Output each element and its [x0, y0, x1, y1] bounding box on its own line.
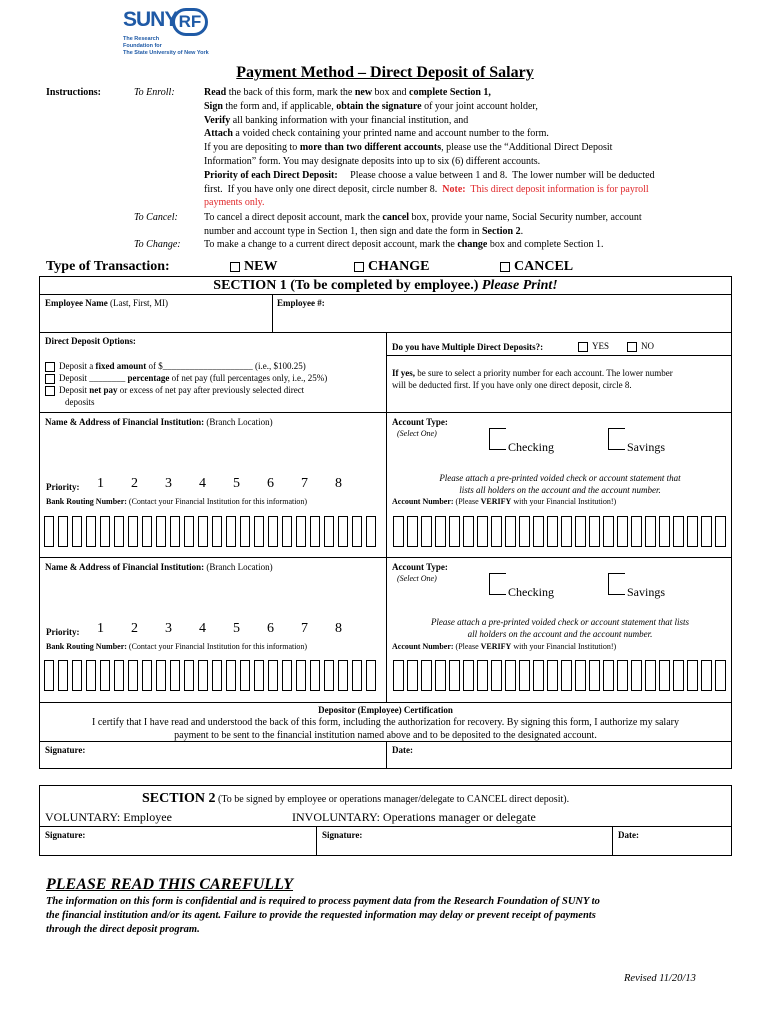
section2-heading	[142, 789, 569, 807]
divider	[386, 332, 387, 412]
instructions-label: Instructions:	[46, 87, 102, 98]
t: all banking information with your financial institution, and	[230, 114, 469, 126]
yes-checkbox[interactable]	[578, 342, 588, 352]
divider	[386, 412, 387, 557]
checking-label: Checking	[508, 440, 554, 454]
t: net pay	[89, 385, 118, 395]
t: (To be signed by employee or operations manager/delegate to CANCEL direct deposit).	[215, 794, 570, 805]
form-title: Payment Method – Direct Deposit of Salary	[236, 64, 534, 81]
enroll-label: To Enroll:	[134, 87, 175, 98]
t: the back of this form, mark the	[226, 87, 355, 98]
t: will be deducted first. If you have only one direct deposit, circle 8.	[392, 380, 632, 390]
involuntary-label: INVOLUNTARY: Operations manager or delegate	[292, 810, 536, 824]
account-number-input[interactable]	[393, 660, 729, 691]
t: Name & Address of Financial Institution:	[45, 562, 205, 572]
t: Verify	[204, 114, 231, 126]
priority-5[interactable]: 5	[233, 476, 240, 491]
t: Section 2	[481, 225, 521, 237]
fin-institution-input[interactable]	[41, 430, 384, 475]
t: Name & Address of Financial Institution:	[45, 417, 205, 427]
select-one-label: (Select One)	[397, 429, 437, 438]
routing-number-input[interactable]	[44, 660, 380, 691]
select-one-label: (Select One)	[397, 574, 437, 583]
t: box and complete Section 1.	[487, 239, 604, 250]
priority-7[interactable]: 7	[301, 621, 308, 636]
t: This direct deposit information is for payroll	[465, 183, 649, 195]
t: If yes,	[392, 368, 415, 378]
priority-6[interactable]: 6	[267, 621, 274, 636]
t: Bank Routing Number:	[46, 642, 127, 651]
section2-date-label: Date:	[618, 830, 639, 840]
t: number and account type in Section 1, then sign and date the form in	[204, 225, 482, 237]
if-yes-note	[392, 367, 727, 391]
voluntary-label: VOLUNTARY: Employee	[45, 810, 172, 824]
manager-signature-label: Signature:	[322, 830, 363, 840]
priority-6[interactable]: 6	[267, 476, 274, 491]
routing-label	[46, 497, 307, 508]
account-number-label	[392, 642, 616, 653]
attach-note	[388, 472, 732, 496]
t: Priority of each Direct Deposit:	[204, 169, 338, 181]
no-checkbox[interactable]	[627, 342, 637, 352]
t: Information” form. You may designate deposits into up to six (6) different accounts.	[204, 155, 541, 167]
priority-2[interactable]: 2	[131, 621, 138, 636]
t: SECTION 2	[142, 791, 216, 806]
t: Account Number:	[392, 642, 454, 651]
notice-heading: PLEASE READ THIS CAREFULLY	[46, 876, 294, 893]
savings-label: Savings	[627, 440, 666, 454]
date-field[interactable]	[420, 743, 730, 767]
date-label: Date:	[392, 745, 413, 755]
t: SECTION 1 (To be completed by employee.)	[213, 278, 482, 293]
t: first. If you have only one direct deposit, circle number 8.	[204, 183, 443, 195]
enroll-instructions	[204, 86, 724, 210]
certification-title: Depositor (Employee) Certification	[318, 705, 453, 715]
logo-sub-line: The State University of New York	[123, 50, 209, 56]
t: If you are depositing to	[204, 142, 300, 154]
t: payments only.	[204, 197, 265, 209]
t: box and	[372, 87, 409, 98]
t: To cancel a direct deposit account, mark the	[204, 212, 383, 223]
t: (Please	[453, 642, 481, 651]
t: payment to be sent to the financial institution named above and to be deposited to the designated account.	[174, 730, 597, 741]
no-option[interactable]	[627, 340, 654, 352]
priority-8[interactable]: 8	[335, 621, 342, 636]
account-number-label	[392, 497, 616, 508]
t: complete Section 1,	[409, 87, 491, 98]
t: of net pay (full percentages only, i.e., 25%)	[169, 373, 328, 383]
account-number-input[interactable]	[393, 516, 729, 547]
priority-1[interactable]: 1	[97, 476, 104, 491]
net-pay-checkbox[interactable]	[45, 386, 55, 396]
section2-date-field[interactable]	[645, 828, 730, 854]
fin-institution-input[interactable]	[41, 575, 384, 620]
checking-label: Checking	[508, 585, 554, 599]
savings-checkbox[interactable]	[608, 428, 625, 450]
change-label: To Change:	[134, 239, 181, 250]
divider	[39, 702, 732, 703]
employee-signature-label: Signature:	[45, 830, 86, 840]
divider	[386, 355, 732, 356]
t: .	[520, 225, 524, 237]
t: obtain the signature	[336, 100, 422, 112]
employee-number-label: Employee #:	[277, 298, 325, 308]
t: with your Financial Institution!)	[511, 497, 617, 506]
divider	[612, 826, 613, 856]
percentage-option[interactable]	[45, 372, 385, 384]
t: the form and, if applicable,	[222, 100, 337, 112]
t: VERIFY	[480, 642, 512, 651]
certification-text	[39, 716, 732, 742]
fin-institution-label	[45, 416, 273, 428]
percentage-checkbox[interactable]	[45, 374, 55, 384]
t: box, provide your name, Social Security number, account	[409, 212, 642, 223]
cancel-checkbox[interactable]	[500, 262, 510, 272]
fixed-amount-checkbox[interactable]	[45, 362, 55, 372]
logo-text: SUNY	[123, 8, 178, 31]
fixed-amount-option[interactable]	[45, 360, 385, 372]
logo-rf-mark: RF	[172, 8, 208, 36]
new-checkbox[interactable]	[230, 262, 240, 272]
t: of $____________________ (i.e., $100.25)	[146, 361, 306, 371]
divider	[386, 741, 387, 769]
t: (Last, First, MI)	[107, 298, 168, 308]
t: change	[457, 239, 488, 250]
notice-text	[46, 895, 736, 937]
t: (Contact your Financial Institution for this information)	[126, 497, 308, 506]
priority-1[interactable]: 1	[97, 621, 104, 636]
manager-signature-field[interactable]	[370, 828, 610, 854]
change-option-label: CHANGE	[368, 259, 430, 274]
t: be sure to select a priority number for each account. The lower number	[415, 368, 673, 378]
divider	[316, 826, 317, 856]
change-checkbox[interactable]	[354, 262, 364, 272]
net-pay-option[interactable]	[45, 384, 385, 396]
t: Please attach a pre-printed voided check or account statement that	[439, 473, 681, 483]
change-instructions	[204, 238, 603, 252]
dd-options-label: Direct Deposit Options:	[45, 336, 136, 346]
t: To make a change to a current direct deposit account, mark the	[204, 239, 458, 250]
divider	[39, 294, 732, 295]
logo-subtitle	[123, 36, 209, 57]
t: Bank Routing Number:	[46, 497, 127, 506]
new-option[interactable]	[230, 259, 277, 275]
signature-label: Signature:	[45, 745, 86, 755]
t: all holders on the account and the account number.	[467, 629, 653, 639]
t: Attach	[204, 128, 233, 140]
priority-label: Priority:	[46, 482, 80, 492]
cancel-label: To Cancel:	[134, 212, 178, 223]
t: cancel	[382, 212, 410, 223]
t: (Contact your Financial Institution for this information)	[126, 642, 308, 651]
t: of your joint account holder,	[421, 100, 538, 112]
signature-field[interactable]	[90, 743, 384, 767]
t: with your Financial Institution!)	[511, 642, 617, 651]
t: , please use the “Additional Direct Deposit	[441, 142, 613, 154]
t: or excess of net pay after previously selected direct	[117, 385, 305, 395]
t: more than two different accounts	[299, 142, 442, 154]
fin-institution-label	[45, 561, 273, 573]
t: a voided check containing your printed name and account number to the form.	[232, 128, 549, 140]
no-label: NO	[641, 341, 654, 351]
employee-name-input[interactable]	[40, 308, 271, 331]
routing-label	[46, 642, 307, 653]
t: VERIFY	[480, 497, 512, 506]
transaction-label: Type of Transaction:	[46, 259, 170, 274]
divider	[386, 557, 387, 702]
divider	[39, 826, 732, 827]
priority-3[interactable]: 3	[165, 476, 172, 491]
priority-8[interactable]: 8	[335, 476, 342, 491]
priority-7[interactable]: 7	[301, 476, 308, 491]
t: Deposit ________	[59, 373, 128, 383]
t: Please attach a pre-printed voided check or account statement that lists	[430, 617, 690, 627]
t: The information on this form is confidential and is required to process payment data from the Research Foundation of SUNY to	[46, 896, 600, 907]
new-label: NEW	[244, 259, 278, 274]
priority-3[interactable]: 3	[165, 621, 172, 636]
employee-signature-field[interactable]	[90, 828, 314, 854]
savings-label: Savings	[627, 585, 666, 599]
yes-option[interactable]	[578, 340, 609, 352]
yes-label: YES	[592, 341, 610, 351]
t: (Branch Location)	[204, 562, 273, 572]
cancel-instructions	[204, 211, 724, 239]
revised-date: Revised 11/20/13	[624, 973, 696, 984]
employee-number-input[interactable]	[273, 308, 731, 331]
t: Employee Name	[45, 298, 108, 308]
savings-checkbox[interactable]	[608, 573, 625, 595]
t: Please choose a value between 1 and 8. The lower number will be deducted	[337, 169, 655, 181]
t: Note:	[442, 183, 466, 195]
t: Please Print!	[481, 278, 558, 293]
checking-checkbox[interactable]	[489, 573, 506, 595]
t: fixed amount	[95, 361, 147, 371]
priority-5[interactable]: 5	[233, 621, 240, 636]
t: Deposit	[59, 385, 90, 395]
deposit-options-list	[45, 360, 385, 408]
t: Account Number:	[392, 497, 454, 506]
priority-numbers[interactable]	[97, 476, 369, 492]
t: the financial institution and/or its agent. Failure to provide the requested information may delay or prevent receipt of payments	[46, 910, 596, 921]
t: (Please	[453, 497, 481, 506]
priority-numbers[interactable]	[97, 621, 369, 637]
t: lists all holders on the account and the account number.	[459, 485, 661, 495]
t: percentage	[127, 373, 170, 383]
attach-note	[388, 616, 732, 640]
t: deposits	[65, 397, 95, 407]
priority-4[interactable]: 4	[199, 621, 206, 636]
priority-4[interactable]: 4	[199, 476, 206, 491]
priority-label: Priority:	[46, 627, 80, 637]
cancel-option[interactable]	[500, 259, 573, 275]
checking-checkbox[interactable]	[489, 428, 506, 450]
priority-2[interactable]: 2	[131, 476, 138, 491]
account-type-label: Account Type:	[392, 562, 448, 572]
t: I certify that I have read and understood the back of this form, including the authorization for recovery. By signing this form, I authorize my salary	[92, 717, 679, 728]
change-option[interactable]	[354, 259, 429, 275]
t: Sign	[204, 100, 223, 112]
multiple-question: Do you have Multiple Direct Deposits?:	[392, 342, 544, 352]
t: Deposit a	[59, 361, 96, 371]
routing-number-input[interactable]	[44, 516, 380, 547]
logo-sub-line: The Research	[123, 36, 160, 42]
t: through the direct deposit program.	[46, 924, 200, 935]
t: Read	[204, 87, 227, 98]
section1-heading	[39, 278, 732, 294]
logo-sub-line: Foundation for	[123, 43, 162, 49]
cancel-option-label: CANCEL	[514, 259, 574, 274]
t: (Branch Location)	[204, 417, 273, 427]
account-type-label: Account Type:	[392, 417, 448, 427]
t: new	[354, 87, 373, 98]
